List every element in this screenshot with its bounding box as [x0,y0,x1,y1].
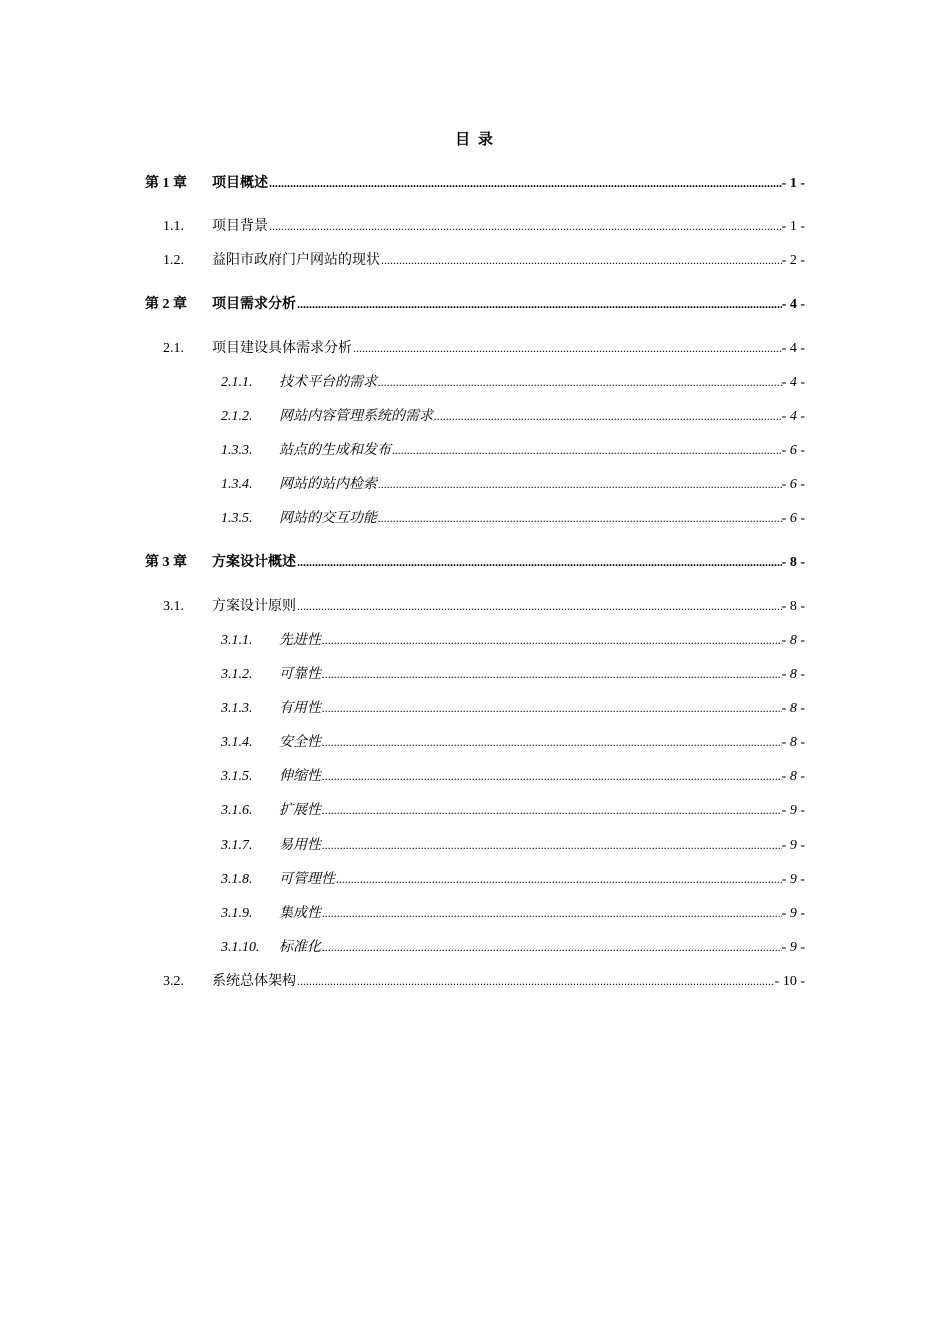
toc-entry-3-1-10[interactable] [221,937,805,957]
dot-leader [336,869,782,889]
toc-entry-number: 1.2. [163,253,184,268]
toc-entry-title: 益阳市政府门户网站的现状 [212,253,380,268]
toc-entry-title: 标准化 [279,940,321,955]
toc-entry-number: 3.1.2. [221,667,253,682]
toc-entry-2-1[interactable] [163,338,805,358]
toc-entry-title: 系统总体架构 [212,974,296,989]
dot-leader [378,508,782,528]
toc-entry-1-3-5[interactable] [221,508,805,528]
toc-entry-page: - 8 - [781,667,805,682]
toc-entry-title: 项目概述 [212,176,268,191]
dot-leader [322,698,782,718]
toc-entry-chapter-1[interactable] [145,173,805,193]
toc-entry-title: 网站内容管理系统的需求 [279,409,433,424]
dot-leader [297,596,782,616]
toc-entry-3-1-7[interactable] [221,835,805,855]
dot-leader [322,664,782,684]
toc-entry-3-1-4[interactable] [221,732,805,752]
toc-entry-page: - 2 - [781,253,805,268]
dot-leader [353,338,782,358]
toc-entry-page: - 8 - [781,701,805,716]
toc-entry-1-3-3[interactable] [221,440,805,460]
toc-entry-number: 3.1.8. [221,872,253,887]
toc-entry-number: 3.1.9. [221,906,253,921]
dot-leader [322,835,782,855]
toc-entry-title: 扩展性 [279,803,321,818]
toc-title: 目 录 [455,132,495,148]
toc-entry-title: 安全性 [279,735,321,750]
toc-entry-page: - 10 - [774,974,805,989]
toc-entry-title: 先进性 [279,633,321,648]
toc-entry-page: - 9 - [781,940,805,955]
toc-entry-page: - 8 - [781,599,805,614]
toc-entry-number: 3.1.10. [221,940,260,955]
toc-entry-title: 站点的生成和发布 [279,443,391,458]
toc-entry-3-1[interactable] [163,596,805,616]
toc-entry-chapter-3[interactable] [145,552,805,572]
toc-entry-3-2[interactable] [163,971,805,991]
toc-entry-page: - 9 - [781,838,805,853]
toc-entry-1-1[interactable] [163,216,805,236]
dot-leader [322,732,782,752]
toc-entry-page: - 9 - [781,803,805,818]
toc-entry-number: 第 3 章 [145,555,187,570]
dot-leader [269,216,782,236]
dot-leader [378,474,782,494]
toc-entry-title: 伸缩性 [279,769,321,784]
dot-leader [322,903,782,923]
toc-entry-number: 1.3.3. [221,443,253,458]
toc-entry-3-1-6[interactable] [221,800,805,820]
dot-leader [269,173,782,193]
toc-entry-page: - 4 - [781,375,805,390]
toc-entry-chapter-2[interactable] [145,294,805,314]
dot-leader [434,406,782,426]
toc-entry-1-3-4[interactable] [221,474,805,494]
toc-entry-page: - 9 - [781,872,805,887]
toc-entry-number: 1.1. [163,219,184,234]
toc-entry-page: - 1 - [781,176,805,191]
toc-entry-3-1-3[interactable] [221,698,805,718]
toc-entry-title: 项目建设具体需求分析 [212,341,352,356]
toc-entry-page: - 9 - [781,906,805,921]
toc-entry-page: - 1 - [781,219,805,234]
toc-entry-title: 有用性 [279,701,321,716]
toc-entry-number: 第 2 章 [145,297,187,312]
toc-entry-title: 技术平台的需求 [279,375,377,390]
toc-entry-page: - 4 - [781,409,805,424]
toc-entry-page: - 6 - [781,511,805,526]
dot-leader [381,250,782,270]
toc-entry-1-2[interactable] [163,250,805,270]
toc-entry-3-1-2[interactable] [221,664,805,684]
toc-entry-page: - 8 - [781,633,805,648]
toc-entry-number: 1.3.5. [221,511,253,526]
toc-entry-number: 第 1 章 [145,176,187,191]
toc-entry-2-1-2[interactable] [221,406,805,426]
toc-entry-3-1-8[interactable] [221,869,805,889]
toc-entry-3-1-9[interactable] [221,903,805,923]
toc-entry-2-1-1[interactable] [221,372,805,392]
toc-entry-number: 3.1.1. [221,633,253,648]
dot-leader [322,937,782,957]
toc-entry-page: - 8 - [781,735,805,750]
toc-entry-page: - 8 - [781,555,805,570]
toc-entry-number: 1.3.4. [221,477,253,492]
toc-entry-title: 项目需求分析 [212,297,296,312]
toc-entry-title: 方案设计概述 [212,555,296,570]
toc-entry-title: 网站的交互功能 [279,511,377,526]
toc-entry-number: 2.1.2. [221,409,253,424]
dot-leader [322,766,782,786]
toc-entry-page: - 4 - [781,341,805,356]
toc-entry-title: 可靠性 [279,667,321,682]
toc-entry-title: 可管理性 [279,872,335,887]
toc-entry-page: - 4 - [781,297,805,312]
toc-entry-title: 方案设计原则 [212,599,296,614]
toc-entry-number: 2.1.1. [221,375,253,390]
dot-leader [322,630,782,650]
dot-leader [378,372,782,392]
toc-entry-page: - 8 - [781,769,805,784]
toc-entry-page: - 6 - [781,443,805,458]
toc-entry-number: 3.2. [163,974,184,989]
toc-entry-number: 3.1.5. [221,769,253,784]
toc-entry-3-1-5[interactable] [221,766,805,786]
dot-leader [392,440,782,460]
toc-entry-3-1-1[interactable] [221,630,805,650]
toc-entry-number: 3.1.4. [221,735,253,750]
dot-leader [297,294,782,314]
dot-leader [297,971,775,991]
dot-leader [297,552,782,572]
dot-leader [322,800,782,820]
toc-entry-title: 集成性 [279,906,321,921]
toc-entry-number: 3.1.6. [221,803,253,818]
toc-entry-number: 3.1.3. [221,701,253,716]
toc-entry-number: 3.1.7. [221,838,253,853]
toc-entry-title: 易用性 [279,838,321,853]
toc-entry-page: - 6 - [781,477,805,492]
toc-entry-number: 3.1. [163,599,184,614]
toc-entry-title: 项目背景 [212,219,268,234]
toc-entry-title: 网站的站内检索 [279,477,377,492]
toc-entry-number: 2.1. [163,341,184,356]
